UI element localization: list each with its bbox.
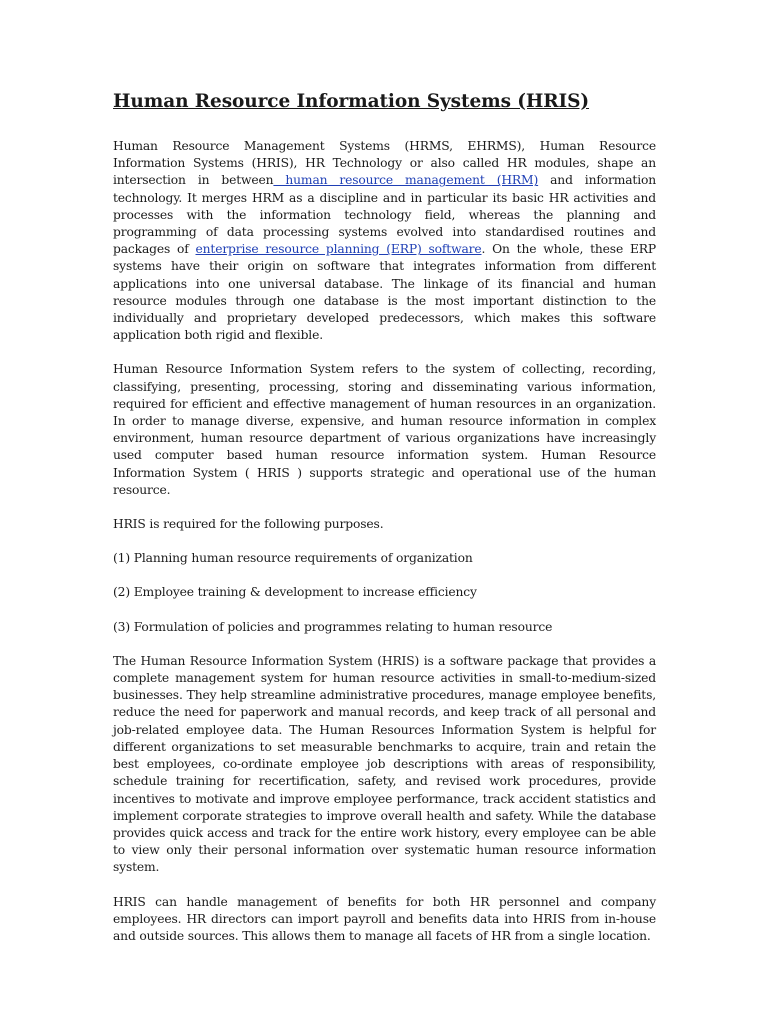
paragraph-purposes-intro: HRIS is required for the following purposes. bbox=[113, 517, 384, 532]
purpose-item-2: (2) Employee training & development to increase efficiency bbox=[113, 585, 477, 600]
paragraph-benefits: HRIS can handle management of benefits for both HR personnel and company employees. HR directors can import payroll and benefits data into HRIS from in-house and outside sources. This allows them to manage all facets of HR from a single location. bbox=[113, 894, 656, 943]
erp-software-link[interactable]: enterprise resource planning (ERP) software bbox=[195, 242, 482, 257]
paragraph-definition: Human Resource Information System refers to the system of collecting, recording, classifying, presenting, processing, storing and disseminating various information, required for efficient and effective management of human resources in an organization. In order to manage diverse, expensive, and human resource information in complex environment, human resource department of various organizations have increasingly used computer based human resource information system. Human Resource Information System ( HRIS ) supports strategic and operational use of the human resource. bbox=[113, 362, 656, 497]
purpose-item-3: (3) Formulation of policies and programmes relating to human resource bbox=[113, 619, 553, 634]
purpose-item-1: (1) Planning human resource requirements of organization bbox=[113, 551, 473, 566]
paragraph-intro bbox=[113, 138, 656, 344]
hrm-link[interactable]: human resource management (HRM) bbox=[273, 173, 539, 188]
paragraph-intro-text-3: . On the whole, these ERP systems have their origin on software that integrates information from different applications into one universal database. The linkage of its financial and human resource modules through one database is the most important distinction to the individually and proprietary developed predecessors, which makes this software application both rigid and flexible. bbox=[113, 242, 656, 343]
document-page bbox=[113, 90, 656, 962]
paragraph-intro-text-2: and information technology. It merges HRM as a discipline and in particular its basic HR activities and processes with the information technology field, whereas the planning and programming of data processing systems evolved into standardised routines and packages of bbox=[113, 173, 657, 257]
paragraph-intro-text-1: Human Resource Management Systems (HRMS, EHRMS), Human Resource Information Systems (HRIS), HR Technology or also called HR modules, shape an intersection in between bbox=[113, 139, 656, 188]
paragraph-hris-package: The Human Resource Information System (HRIS) is a software package that provides a complete management system for human resource activities in small-to-medium-sized businesses. They help streamline administrative procedures, manage employee benefits, reduce the need for paperwork and manual records, and keep track of all personal and job-related employee data. The Human Resources Information System is helpful for different organizations to set measurable benchmarks to acquire, train and retain the best employees, co-ordinate employee job descriptions with areas of responsibility, schedule training for recertification, safety, and revised work procedures, provide incentives to motivate and improve employee performance, track accident statistics and implement corporate strategies to improve overall health and safety. While the database provides quick access and track for the entire work history, every employee can be able to view only their personal information over systematic human resource information system. bbox=[113, 653, 656, 875]
page-title: Human Resource Information Systems (HRIS) bbox=[113, 91, 590, 112]
